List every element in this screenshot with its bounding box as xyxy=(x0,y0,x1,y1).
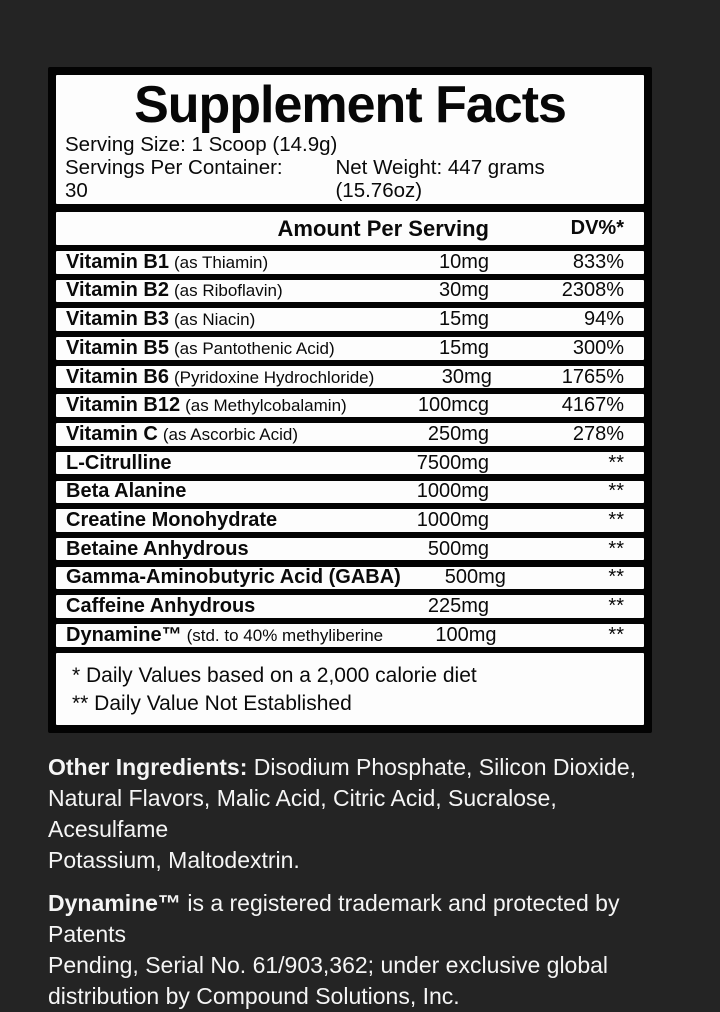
footnote-not-established: ** Daily Value Not Established xyxy=(72,691,352,715)
ingredient-name: Caffeine Anhydrous xyxy=(66,595,256,618)
ingredient-dv: ** xyxy=(608,623,624,646)
table-row xyxy=(56,567,644,590)
ingredient-name: Vitamin B3 (as Niacin) xyxy=(66,308,256,331)
ingredient-name: Vitamin B6 (Pyridoxine Hydrochloride) xyxy=(66,365,375,388)
table-row xyxy=(56,538,644,561)
ingredient-dv: 4167% xyxy=(561,394,624,417)
ingredient-dv: ** xyxy=(608,451,624,474)
ingredient-amount: 30mg xyxy=(438,279,489,302)
ingredient-dv: ** xyxy=(608,537,624,560)
column-header-amount: Amount Per Serving xyxy=(277,215,489,241)
serving-info xyxy=(65,133,635,202)
serving-size: Serving Size: 1 Scoop (14.9g) xyxy=(65,133,338,157)
ingredient-amount: 500mg xyxy=(444,566,506,589)
trademark-paragraph xyxy=(48,888,680,1012)
ingredient-name: Beta Alanine xyxy=(66,480,187,503)
table-row xyxy=(56,423,644,446)
table-row xyxy=(56,366,644,389)
panel-title: Supplement Facts xyxy=(134,76,566,134)
table-row xyxy=(56,481,644,504)
table-row xyxy=(56,337,644,360)
footnotes-box xyxy=(56,653,644,725)
panel-header-box xyxy=(56,75,644,204)
table-row xyxy=(56,595,644,618)
ingredient-dv: ** xyxy=(608,566,624,589)
ingredient-dv: 94% xyxy=(583,308,624,331)
ingredient-name: Dynamine™ (std. to 40% methyliberine xyxy=(66,623,384,646)
trademark-line: distribution by Compound Solutions, Inc. xyxy=(48,983,460,1009)
table-row xyxy=(56,308,644,331)
ingredient-amount: 30mg xyxy=(441,365,492,388)
ingredient-dv: 2308% xyxy=(561,279,624,302)
ingredient-amount: 1000mg xyxy=(416,508,489,531)
ingredient-rows xyxy=(56,251,644,647)
table-row xyxy=(56,251,644,274)
table-row xyxy=(56,624,644,647)
footnote-daily-values: * Daily Values based on a 2,000 calorie diet xyxy=(72,663,477,687)
ingredient-dv: 278% xyxy=(572,422,624,445)
ingredient-amount: 225mg xyxy=(427,595,489,618)
table-row xyxy=(56,280,644,303)
trademark-label: Dynamine™ xyxy=(48,890,181,916)
column-header-row xyxy=(56,212,644,245)
table-row xyxy=(56,394,644,417)
serving-line2 xyxy=(65,156,635,202)
ingredient-dv: ** xyxy=(608,480,624,503)
ingredient-name: Creatine Monohydrate xyxy=(66,508,278,531)
footer-text-area xyxy=(48,752,680,1012)
ingredient-dv: ** xyxy=(608,508,624,531)
net-weight: Net Weight: 447 grams (15.76oz) xyxy=(335,156,545,203)
ingredient-amount: 7500mg xyxy=(416,451,489,474)
ingredient-amount: 15mg xyxy=(438,308,489,331)
ingredient-name: Betaine Anhydrous xyxy=(66,537,249,560)
ingredient-dv: 833% xyxy=(572,250,624,273)
supplement-facts-panel xyxy=(48,67,652,733)
ingredient-dv: ** xyxy=(608,595,624,618)
ingredient-name: L-Citrulline xyxy=(66,451,172,474)
ingredient-name: Vitamin B5 (as Pantothenic Acid) xyxy=(66,336,335,359)
ingredient-dv: 300% xyxy=(572,336,624,359)
ingredient-name: Vitamin B2 (as Riboflavin) xyxy=(66,279,283,302)
column-header-dv: DV%* xyxy=(570,217,624,239)
other-ingredients-label: Other Ingredients: xyxy=(48,754,248,780)
ingredient-name: Vitamin B1 (as Thiamin) xyxy=(66,250,269,273)
trademark-line: Pending, Serial No. 61/903,362; under exclusive global xyxy=(48,952,609,978)
ingredient-name: Gamma-Aminobutyric Acid (GABA) xyxy=(66,566,401,589)
ingredient-name: Vitamin B12 (as Methylcobalamin) xyxy=(66,394,347,417)
ingredient-dv: 1765% xyxy=(561,365,624,388)
ingredient-name: Vitamin C (as Ascorbic Acid) xyxy=(66,422,298,445)
table-row xyxy=(56,509,644,532)
ingredient-amount: 10mg xyxy=(438,250,489,273)
table-row xyxy=(56,452,644,475)
trademark-line: is a registered trademark and protected by Patents xyxy=(48,890,620,947)
other-ingredients-line: Potassium, Maltodextrin. xyxy=(48,847,300,873)
ingredient-amount: 100mg xyxy=(435,623,497,646)
ingredient-amount: 500mg xyxy=(427,537,489,560)
ingredient-amount: 250mg xyxy=(427,422,489,445)
other-ingredients-paragraph xyxy=(48,752,680,876)
ingredient-amount: 1000mg xyxy=(416,480,489,503)
other-ingredients-line: Natural Flavors, Malic Acid, Citric Acid, Sucralose, Acesulfame xyxy=(48,785,557,842)
servings-per-container: Servings Per Container: 30 xyxy=(65,156,283,203)
ingredient-amount: 100mcg xyxy=(417,394,489,417)
other-ingredients-line: Disodium Phosphate, Silicon Dioxide, xyxy=(253,754,637,780)
ingredient-amount: 15mg xyxy=(438,336,489,359)
